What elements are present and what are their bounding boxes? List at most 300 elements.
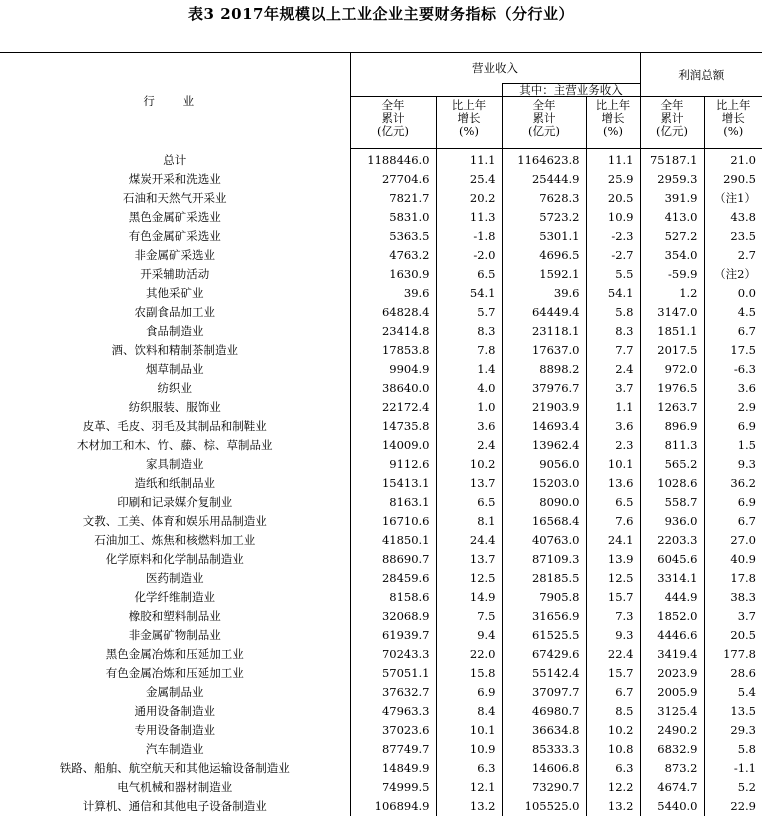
value-cell: 5301.1: [502, 227, 586, 246]
value-cell: 2.3: [586, 436, 640, 455]
industry-name-cell: 电气机械和器材制造业: [0, 778, 350, 797]
value-cell: 10.1: [586, 455, 640, 474]
revenue-spacer: [350, 84, 502, 97]
table-row: [0, 417, 762, 436]
value-cell: 23.5: [704, 227, 762, 246]
sub-header-line: (亿元): [641, 125, 704, 138]
value-cell: 13.5: [704, 702, 762, 721]
value-cell: 3125.4: [640, 702, 704, 721]
value-cell: 6.5: [586, 493, 640, 512]
value-cell: 5440.0: [640, 797, 704, 816]
value-cell: 2959.3: [640, 170, 704, 189]
table-row: [0, 398, 762, 417]
table-title: 表3 2017年规模以上工业企业主要财务指标（分行业）: [0, 4, 762, 24]
value-cell: 2.9: [704, 398, 762, 417]
value-cell: 31656.9: [502, 607, 586, 626]
industry-name-cell: 石油和天然气开采业: [0, 189, 350, 208]
value-cell: 972.0: [640, 360, 704, 379]
value-cell: 106894.9: [350, 797, 436, 816]
industry-name-cell: 橡胶和塑料制品业: [0, 607, 350, 626]
industry-name-cell: 石油加工、炼焦和核燃料加工业: [0, 531, 350, 550]
value-cell: 6045.6: [640, 550, 704, 569]
value-cell: 7628.3: [502, 189, 586, 208]
value-cell: 21903.9: [502, 398, 586, 417]
value-cell: 1976.5: [640, 379, 704, 398]
industry-name-cell: 造纸和纸制品业: [0, 474, 350, 493]
sub-header-line: 比上年: [437, 99, 502, 112]
value-cell: 873.2: [640, 759, 704, 778]
value-cell: 36634.8: [502, 721, 586, 740]
value-cell: 413.0: [640, 208, 704, 227]
value-cell: 444.9: [640, 588, 704, 607]
value-cell: 558.7: [640, 493, 704, 512]
value-cell: 46980.7: [502, 702, 586, 721]
industry-name-cell: 专用设备制造业: [0, 721, 350, 740]
value-cell: 5723.2: [502, 208, 586, 227]
value-cell: 1263.7: [640, 398, 704, 417]
sub-header-line: 比上年: [587, 99, 640, 112]
industry-name-cell: 铁路、船舶、航空航天和其他运输设备制造业: [0, 759, 350, 778]
value-cell: 23118.1: [502, 322, 586, 341]
value-cell: 2023.9: [640, 664, 704, 683]
value-cell: 39.6: [350, 284, 436, 303]
value-cell: 37976.7: [502, 379, 586, 398]
value-cell: 6.7: [704, 512, 762, 531]
sub-header-line: (%): [437, 125, 502, 138]
value-cell: 14009.0: [350, 436, 436, 455]
sub-header-line: 累计: [351, 112, 436, 125]
industry-name-cell: 医药制造业: [0, 569, 350, 588]
table-row: [0, 778, 762, 797]
value-cell: 13.9: [586, 550, 640, 569]
value-cell: 12.1: [436, 778, 502, 797]
table-row: [0, 341, 762, 360]
value-cell: 61939.7: [350, 626, 436, 645]
value-cell: 9.3: [586, 626, 640, 645]
industry-name-cell: 金属制品业: [0, 683, 350, 702]
value-cell: 40763.0: [502, 531, 586, 550]
table-row: [0, 493, 762, 512]
value-cell: 10.8: [586, 740, 640, 759]
industry-name-cell: 印刷和记录媒介复制业: [0, 493, 350, 512]
value-cell: 25.9: [586, 170, 640, 189]
value-cell: 6.7: [704, 322, 762, 341]
industry-name-cell: 其他采矿业: [0, 284, 350, 303]
sub-header-line: (%): [587, 125, 640, 138]
value-cell: 2490.2: [640, 721, 704, 740]
industry-name-cell: 非金属矿采选业: [0, 246, 350, 265]
value-cell: 36.2: [704, 474, 762, 493]
value-cell: 54.1: [586, 284, 640, 303]
value-cell: 5.4: [704, 683, 762, 702]
value-cell: 10.1: [436, 721, 502, 740]
value-cell: 3147.0: [640, 303, 704, 322]
value-cell: 22172.4: [350, 398, 436, 417]
value-cell: 4763.2: [350, 246, 436, 265]
table-row: [0, 227, 762, 246]
value-cell: 6.5: [436, 265, 502, 284]
industry-name-cell: 化学纤维制造业: [0, 588, 350, 607]
industry-name-cell: 非金属矿物制品业: [0, 626, 350, 645]
value-cell: 7.7: [586, 341, 640, 360]
industry-name-cell: 纺织业: [0, 379, 350, 398]
table-row: [0, 797, 762, 816]
value-cell: 37632.7: [350, 683, 436, 702]
value-cell: 6.7: [586, 683, 640, 702]
value-cell: 5.8: [586, 303, 640, 322]
value-cell: 1.1: [586, 398, 640, 417]
value-cell: 6.9: [704, 493, 762, 512]
industry-name-cell: 烟草制品业: [0, 360, 350, 379]
value-cell: 391.9: [640, 189, 704, 208]
value-cell: 17.8: [704, 569, 762, 588]
value-cell: 3.6: [586, 417, 640, 436]
table-row: [0, 474, 762, 493]
sub-header-line: 增长: [705, 112, 762, 125]
value-cell: 3.6: [436, 417, 502, 436]
value-cell: 39.6: [502, 284, 586, 303]
value-cell: 4.0: [436, 379, 502, 398]
value-cell: 13.7: [436, 474, 502, 493]
table-row: [0, 360, 762, 379]
value-cell: 75187.1: [640, 149, 704, 171]
value-cell: 22.9: [704, 797, 762, 816]
value-cell: 7.5: [436, 607, 502, 626]
industry-name-cell: 化学原料和化学制品制造业: [0, 550, 350, 569]
value-cell: 5.8: [704, 740, 762, 759]
value-cell: 73290.7: [502, 778, 586, 797]
value-cell: 1851.1: [640, 322, 704, 341]
value-cell: 5.5: [586, 265, 640, 284]
value-cell: 2.4: [436, 436, 502, 455]
industry-name-cell: 汽车制造业: [0, 740, 350, 759]
sub-header-6: [704, 97, 762, 149]
table-row: [0, 702, 762, 721]
sub-header-3: [502, 97, 586, 149]
sub-header-line: 全年: [641, 99, 704, 112]
value-cell: 3.7: [586, 379, 640, 398]
value-cell: 12.2: [586, 778, 640, 797]
value-cell: 57051.1: [350, 664, 436, 683]
table-row: [0, 208, 762, 227]
value-cell: -1.8: [436, 227, 502, 246]
sub-header-line: (亿元): [351, 125, 436, 138]
value-cell: 85333.3: [502, 740, 586, 759]
value-cell: 7821.7: [350, 189, 436, 208]
value-cell: 177.8: [704, 645, 762, 664]
table-row: [0, 569, 762, 588]
value-cell: 354.0: [640, 246, 704, 265]
industry-name-cell: 开采辅助活动: [0, 265, 350, 284]
value-cell: 25444.9: [502, 170, 586, 189]
value-cell: 37023.6: [350, 721, 436, 740]
industry-name-cell: 通用设备制造业: [0, 702, 350, 721]
value-cell: 1592.1: [502, 265, 586, 284]
value-cell: 936.0: [640, 512, 704, 531]
table-row: [0, 170, 762, 189]
sub-header-line: 增长: [587, 112, 640, 125]
table-row: [0, 531, 762, 550]
table-row: [0, 436, 762, 455]
table-row: [0, 626, 762, 645]
value-cell: 74999.5: [350, 778, 436, 797]
value-cell: 811.3: [640, 436, 704, 455]
value-cell: 8.3: [586, 322, 640, 341]
value-cell: 13.7: [436, 550, 502, 569]
value-cell: 14693.4: [502, 417, 586, 436]
industry-name-cell: 文教、工美、体育和娱乐用品制造业: [0, 512, 350, 531]
value-cell: 22.4: [586, 645, 640, 664]
value-cell: 20.2: [436, 189, 502, 208]
table-body: [0, 149, 762, 816]
industry-name-cell: 计算机、通信和其他电子设备制造业: [0, 797, 350, 816]
value-cell: 13.2: [586, 797, 640, 816]
value-cell: 8163.1: [350, 493, 436, 512]
value-cell: 47963.3: [350, 702, 436, 721]
value-cell: 1028.6: [640, 474, 704, 493]
value-cell: 28185.5: [502, 569, 586, 588]
value-cell: 6.3: [436, 759, 502, 778]
value-cell: 24.1: [586, 531, 640, 550]
industry-name-cell: 黑色金属冶炼和压延加工业: [0, 645, 350, 664]
table-row: [0, 322, 762, 341]
value-cell: 7.3: [586, 607, 640, 626]
revenue-header: 营业收入: [350, 53, 640, 84]
value-cell: 43.8: [704, 208, 762, 227]
value-cell: 7.6: [586, 512, 640, 531]
table-row: [0, 759, 762, 778]
value-cell: 13.6: [586, 474, 640, 493]
value-cell: 15.7: [586, 588, 640, 607]
value-cell: 28.6: [704, 664, 762, 683]
value-cell: -59.9: [640, 265, 704, 284]
value-cell: 16568.4: [502, 512, 586, 531]
value-cell: 4696.5: [502, 246, 586, 265]
value-cell: 14849.9: [350, 759, 436, 778]
industry-name-cell: 纺织服装、服饰业: [0, 398, 350, 417]
value-cell: 5831.0: [350, 208, 436, 227]
value-cell: 565.2: [640, 455, 704, 474]
industry-name-cell: 木材加工和木、竹、藤、棕、草制品业: [0, 436, 350, 455]
profit-header: 利润总额: [640, 53, 762, 97]
value-cell: 527.2: [640, 227, 704, 246]
value-cell: 32068.9: [350, 607, 436, 626]
value-cell: 14735.8: [350, 417, 436, 436]
value-cell: 896.9: [640, 417, 704, 436]
value-cell: 13.2: [436, 797, 502, 816]
sub-header-line: 全年: [503, 99, 586, 112]
value-cell: 15203.0: [502, 474, 586, 493]
financial-indicators-table: [0, 52, 762, 816]
value-cell: 17.5: [704, 341, 762, 360]
table-row: [0, 607, 762, 626]
value-cell: 3.7: [704, 607, 762, 626]
sub-header-4: [586, 97, 640, 149]
value-cell: 14.9: [436, 588, 502, 607]
table-row: [0, 303, 762, 322]
value-cell: 20.5: [586, 189, 640, 208]
value-cell: 22.0: [436, 645, 502, 664]
value-cell: 64449.4: [502, 303, 586, 322]
value-cell: -2.7: [586, 246, 640, 265]
value-cell: 290.5: [704, 170, 762, 189]
value-cell: 11.1: [586, 149, 640, 171]
value-cell: 61525.5: [502, 626, 586, 645]
value-cell: 6.9: [704, 417, 762, 436]
value-cell: 38640.0: [350, 379, 436, 398]
value-cell: 9.3: [704, 455, 762, 474]
table-row: [0, 265, 762, 284]
value-cell: 8.3: [436, 322, 502, 341]
sub-header-5: [640, 97, 704, 149]
value-cell: 23414.8: [350, 322, 436, 341]
table-row: [0, 683, 762, 702]
table-row: [0, 246, 762, 265]
value-cell: -2.3: [586, 227, 640, 246]
industry-name-cell: 农副食品加工业: [0, 303, 350, 322]
value-cell: 38.3: [704, 588, 762, 607]
sub-header-line: (亿元): [503, 125, 586, 138]
value-cell: 2203.3: [640, 531, 704, 550]
sub-header-2: [436, 97, 502, 149]
value-cell: 88690.7: [350, 550, 436, 569]
value-cell: 8.5: [586, 702, 640, 721]
value-cell: 14606.8: [502, 759, 586, 778]
value-cell: 10.2: [586, 721, 640, 740]
value-cell: 4.5: [704, 303, 762, 322]
table-row: [0, 740, 762, 759]
value-cell: 12.5: [436, 569, 502, 588]
industry-name-cell: 总计: [0, 149, 350, 171]
value-cell: 10.2: [436, 455, 502, 474]
industry-header: 行 业: [0, 53, 350, 149]
value-cell: 13962.4: [502, 436, 586, 455]
value-cell: -1.1: [704, 759, 762, 778]
industry-name-cell: 家具制造业: [0, 455, 350, 474]
value-cell: 10.9: [586, 208, 640, 227]
value-cell: 1.4: [436, 360, 502, 379]
value-cell: 6.5: [436, 493, 502, 512]
value-cell: 7905.8: [502, 588, 586, 607]
value-cell: 4674.7: [640, 778, 704, 797]
value-cell: 17853.8: [350, 341, 436, 360]
value-cell: 7.8: [436, 341, 502, 360]
value-cell: 4446.6: [640, 626, 704, 645]
value-cell: 5.7: [436, 303, 502, 322]
table-row: [0, 284, 762, 303]
value-cell: 1.0: [436, 398, 502, 417]
value-cell: 9904.9: [350, 360, 436, 379]
value-cell: 12.5: [586, 569, 640, 588]
value-cell: 55142.4: [502, 664, 586, 683]
value-cell: 64828.4: [350, 303, 436, 322]
value-cell: 40.9: [704, 550, 762, 569]
value-cell: 9112.6: [350, 455, 436, 474]
value-cell: 25.4: [436, 170, 502, 189]
value-cell: 8.1: [436, 512, 502, 531]
value-cell: （注1）: [704, 189, 762, 208]
value-cell: 15.7: [586, 664, 640, 683]
value-cell: 1164623.8: [502, 149, 586, 171]
value-cell: 9.4: [436, 626, 502, 645]
value-cell: 8090.0: [502, 493, 586, 512]
value-cell: 9056.0: [502, 455, 586, 474]
value-cell: 1.5: [704, 436, 762, 455]
sub-header-line: 全年: [351, 99, 436, 112]
value-cell: 27.0: [704, 531, 762, 550]
value-cell: 20.5: [704, 626, 762, 645]
main-revenue-header: 其中：主营业务收入: [502, 84, 640, 97]
value-cell: 1188446.0: [350, 149, 436, 171]
table-row: [0, 149, 762, 171]
value-cell: -2.0: [436, 246, 502, 265]
industry-name-cell: 黑色金属矿采选业: [0, 208, 350, 227]
value-cell: 2005.9: [640, 683, 704, 702]
value-cell: 21.0: [704, 149, 762, 171]
value-cell: 67429.6: [502, 645, 586, 664]
value-cell: 6.3: [586, 759, 640, 778]
value-cell: 3314.1: [640, 569, 704, 588]
value-cell: 6832.9: [640, 740, 704, 759]
value-cell: 54.1: [436, 284, 502, 303]
value-cell: 10.9: [436, 740, 502, 759]
table-row: [0, 645, 762, 664]
value-cell: 28459.6: [350, 569, 436, 588]
value-cell: 24.4: [436, 531, 502, 550]
value-cell: 1.2: [640, 284, 704, 303]
value-cell: 87109.3: [502, 550, 586, 569]
value-cell: 8.4: [436, 702, 502, 721]
sub-header-1: [350, 97, 436, 149]
value-cell: 87749.7: [350, 740, 436, 759]
industry-name-cell: 煤炭开采和洗选业: [0, 170, 350, 189]
industry-name-cell: 有色金属矿采选业: [0, 227, 350, 246]
industry-name-cell: 皮革、毛皮、羽毛及其制品和制鞋业: [0, 417, 350, 436]
table-row: [0, 721, 762, 740]
value-cell: 6.9: [436, 683, 502, 702]
value-cell: 105525.0: [502, 797, 586, 816]
industry-name-cell: 酒、饮料和精制茶制造业: [0, 341, 350, 360]
table-row: [0, 189, 762, 208]
value-cell: 2.4: [586, 360, 640, 379]
value-cell: 70243.3: [350, 645, 436, 664]
value-cell: 1630.9: [350, 265, 436, 284]
value-cell: 15.8: [436, 664, 502, 683]
value-cell: 17637.0: [502, 341, 586, 360]
value-cell: 3419.4: [640, 645, 704, 664]
value-cell: 0.0: [704, 284, 762, 303]
table-row: [0, 379, 762, 398]
table-row: [0, 550, 762, 569]
table-row: [0, 512, 762, 531]
value-cell: 1852.0: [640, 607, 704, 626]
value-cell: 11.3: [436, 208, 502, 227]
value-cell: 8898.2: [502, 360, 586, 379]
value-cell: 5363.5: [350, 227, 436, 246]
sub-header-line: 增长: [437, 112, 502, 125]
sub-header-line: (%): [705, 125, 762, 138]
value-cell: 27704.6: [350, 170, 436, 189]
sub-header-line: 累计: [503, 112, 586, 125]
value-cell: 2.7: [704, 246, 762, 265]
table-row: [0, 664, 762, 683]
value-cell: 41850.1: [350, 531, 436, 550]
value-cell: （注2）: [704, 265, 762, 284]
sub-header-line: 累计: [641, 112, 704, 125]
value-cell: 15413.1: [350, 474, 436, 493]
industry-name-cell: 食品制造业: [0, 322, 350, 341]
table-row: [0, 455, 762, 474]
